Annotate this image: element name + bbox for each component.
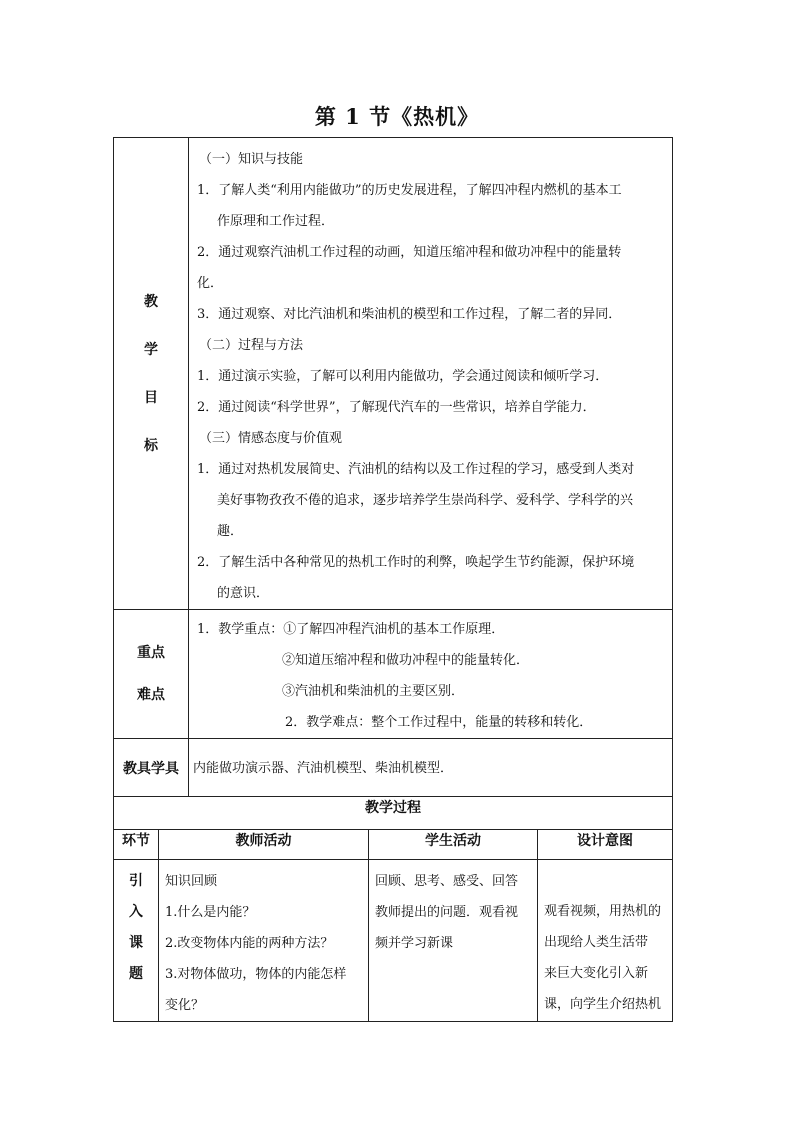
lesson-plan-table (113, 137, 673, 1022)
header-stage: 环节 (114, 830, 159, 860)
tools-row (114, 739, 673, 797)
objective-item-cont: 的意识． (217, 586, 270, 601)
objective-item: 3．通过观察、对比汽油机和柴油机的模型和工作过程，了解二者的异同． (197, 307, 622, 322)
objective-item-cont: 化． (197, 276, 224, 291)
key-points-label (114, 610, 189, 739)
objective-section-heading: （一）知识与技能 (199, 152, 304, 167)
objectives-content (189, 138, 673, 610)
header-teacher: 教师活动 (159, 830, 369, 860)
design-intent-line: 课，向学生介绍热机 (544, 997, 662, 1012)
objective-item-cont: 美好事物孜孜不倦的追求，逐步培养学生崇尚科学、爱科学、学科学的兴 (217, 493, 634, 508)
header-student: 学生活动 (369, 830, 538, 860)
objective-section-heading: （三）情感态度与价值观 (199, 431, 343, 446)
teacher-activity-line: 1.什么是内能？ (165, 905, 256, 920)
objective-section-heading: （二）过程与方法 (199, 338, 304, 353)
stage-char: 课 (129, 935, 143, 951)
teacher-activity-cell (159, 860, 369, 1022)
teacher-activity-line: 2.改变物体内能的两种方法？ (165, 936, 334, 951)
teacher-activity-line: 3.对物体做功，物体的内能怎样 (165, 967, 347, 982)
key-point-line: ②知道压缩冲程和做功冲程中的能量转化． (282, 653, 530, 668)
teacher-activity-line: 知识回顾 (165, 874, 218, 889)
header-design: 设计意图 (538, 830, 673, 860)
objective-item: 1．通过演示实验，了解可以利用内能做功，学会通过阅读和倾听学习． (197, 369, 609, 384)
stage-char: 入 (129, 904, 143, 920)
tools-content (189, 739, 673, 797)
key-points-label-line: 难点 (137, 687, 165, 703)
process-title: 教学过程 (114, 797, 673, 830)
stage-cell (114, 860, 159, 1022)
objective-item: 2．了解生活中各种常见的热机工作时的利弊，唤起学生节约能源，保护环境 (197, 555, 635, 570)
process-title-row (114, 797, 673, 830)
objective-item: 1．了解人类“利用内能做功”的历史发展进程，了解四冲程内燃机的基本工 (197, 183, 622, 198)
page-title: 第 1 节《热机》 (314, 104, 480, 129)
key-point-line: 2．教学难点：整个工作过程中，能量的转移和转化． (285, 715, 593, 730)
objective-item-cont: 作原理和工作过程． (217, 214, 335, 229)
key-point-line: 1．教学重点：①了解四冲程汽油机的基本工作原理． (197, 622, 505, 637)
key-points-label-line: 重点 (137, 645, 165, 661)
objectives-label-char: 目 (144, 389, 158, 406)
student-activity-cell (369, 860, 538, 1022)
student-activity-line: 教师提出的问题．观看视 (375, 905, 519, 920)
process-header-row (114, 830, 673, 860)
objectives-label-char: 学 (144, 341, 158, 358)
design-intent-line: 来巨大变化引入新 (544, 966, 649, 981)
student-activity-line: 频并学习新课 (375, 936, 454, 951)
key-points-row (114, 610, 673, 739)
objectives-label-char: 标 (144, 437, 158, 454)
objectives-row (114, 138, 673, 610)
objective-item: 1．通过对热机发展简史、汽油机的结构以及工作过程的学习，感受到人类对 (197, 462, 635, 477)
objective-item-cont: 趣． (217, 524, 244, 539)
student-activity-line: 回顾、思考、感受、回答 (375, 874, 519, 889)
design-intent-cell (538, 860, 673, 1022)
stage-char: 引 (129, 873, 143, 889)
tools-label: 教具学具 (114, 739, 189, 797)
key-points-content (189, 610, 673, 739)
objective-item: 2．通过观察汽油机工作过程的动画，知道压缩冲程和做功冲程中的能量转 (197, 245, 622, 260)
design-intent-line: 出现给人类生活带 (544, 935, 649, 950)
tools-text: 内能做功演示器、汽油机模型、柴油机模型． (193, 761, 454, 776)
teacher-activity-line: 变化？ (165, 998, 205, 1013)
process-row-intro (114, 860, 673, 1022)
objectives-label-char: 教 (144, 293, 158, 310)
key-point-line: ③汽油机和柴油机的主要区别． (282, 684, 465, 699)
objective-item: 2．通过阅读“科学世界”，了解现代汽车的一些常识，培养自学能力． (197, 400, 596, 415)
stage-char: 题 (129, 966, 143, 982)
objectives-label (114, 138, 189, 610)
design-intent-line: 观看视频，用热机的 (544, 904, 662, 919)
